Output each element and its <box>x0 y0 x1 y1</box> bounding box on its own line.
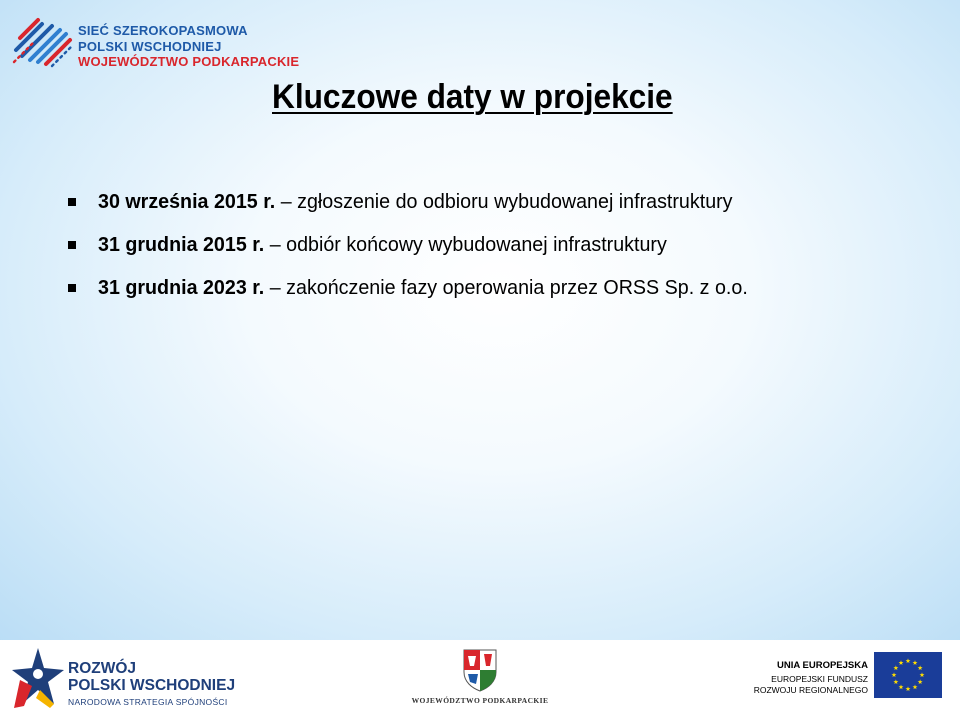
bullet-text: – zakończenie fazy operowania przez ORSS Sp. z o.o. <box>264 276 748 299</box>
network-logo <box>12 10 302 68</box>
eu-flag-icon <box>874 652 942 698</box>
network-logo-text <box>78 23 299 70</box>
eu-logo <box>748 648 953 710</box>
network-logo-icon <box>12 10 76 68</box>
wojewodztwo-caption: WOJEWÓDZTWO PODKARPACKIE <box>411 696 549 705</box>
eu-title: UNIA EUROPEJSKA <box>777 660 868 671</box>
rozwoj-logo <box>10 646 250 710</box>
eu-line-1: EUROPEJSKI FUNDUSZ <box>771 674 868 684</box>
bullet-date: 31 grudnia 2015 r. <box>98 233 265 256</box>
bullet-square-icon <box>68 198 76 206</box>
bullet-date: 30 września 2015 r. <box>98 190 276 213</box>
rozwoj-line-1: ROZWÓJ <box>68 660 137 677</box>
footer <box>0 640 960 716</box>
slide-title: Kluczowe daty w projekcie <box>272 78 673 116</box>
bullet-text: – zgłoszenie do odbioru wybudowanej infrastruktury <box>275 190 733 213</box>
bullet-square-icon <box>68 284 76 292</box>
logo-line-1: SIEĆ SZEROKOPASMOWA <box>78 23 248 38</box>
bullet-text: – odbiór końcowy wybudowanej infrastruktury <box>264 233 667 256</box>
logo-line-2: POLSKI WSCHODNIEJ <box>78 38 222 54</box>
rozwoj-subtitle: NARODOWA STRATEGIA SPÓJNOŚCI <box>68 697 228 707</box>
rozwoj-line-2: POLSKI WSCHODNIEJ <box>68 677 236 694</box>
bullet-date: 31 grudnia 2023 r. <box>98 276 265 299</box>
bullet-square-icon <box>68 241 76 249</box>
wojewodztwo-logo <box>410 648 550 710</box>
eu-line-2: ROZWOJU REGIONALNEGO <box>753 685 868 695</box>
logo-line-3: WOJEWÓDZTWO PODKARPACKIE <box>78 54 300 69</box>
coat-of-arms-icon <box>462 648 498 692</box>
rozwoj-star-icon <box>10 646 64 710</box>
